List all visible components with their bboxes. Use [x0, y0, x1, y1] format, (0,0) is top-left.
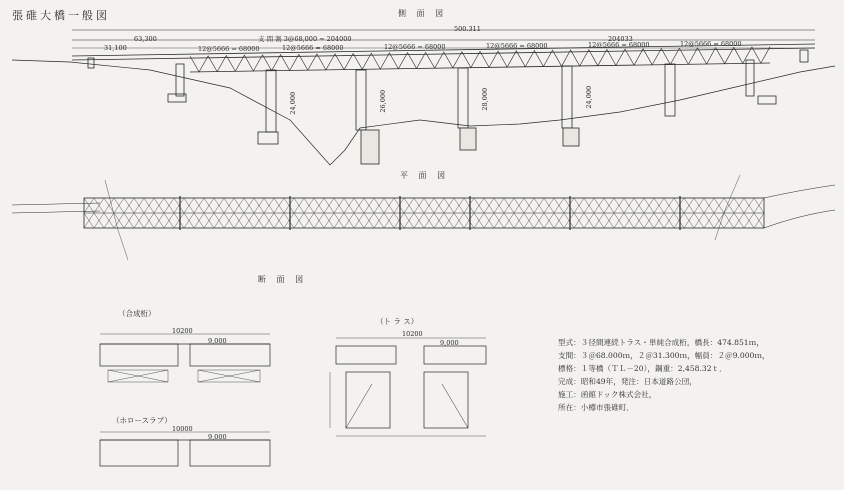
truss-road-width: 9,000 — [440, 339, 459, 347]
pier-4 — [458, 68, 468, 128]
composite-section-label: （合成桁） — [118, 309, 156, 318]
composite-width: 10200 — [172, 327, 193, 335]
ground-profile — [12, 60, 835, 165]
spec-line-3: 標格：１等橋（ＴＬ－20），鋼重：2,458.32ｔ． — [558, 364, 727, 373]
panel-dim-2: 12@5666 = 68000 — [282, 44, 344, 52]
hollow-road-width: 9,000 — [208, 433, 227, 441]
truss-width: 10200 — [402, 330, 423, 338]
pier-2 — [266, 70, 276, 132]
road-left-bottom — [12, 211, 100, 213]
panel-dim-6: 12@5666 = 68000 — [680, 40, 742, 48]
spec-line-6: 所在：小樽市張碓町． — [558, 403, 634, 412]
hollow-slab-section-label: （ホロースラブ） — [112, 416, 172, 425]
pier-height-2: 26,000 — [379, 89, 388, 113]
spec-line-5: 施工：函館ドック株式会社， — [558, 390, 657, 399]
pier-5-footing — [563, 128, 579, 146]
pier-6 — [665, 64, 675, 116]
composite-road-width: 9,000 — [208, 337, 227, 345]
left-dim-1: 63,300 — [134, 35, 157, 43]
truss-diag-right — [442, 384, 468, 428]
spans-label: 支 間 割 3@68,000 = 204000 — [258, 35, 352, 43]
spec-line-1: 型式：３径間連続トラス・単純合成桁，橋長：474.851ｍ， — [558, 338, 764, 347]
pier-2-footing — [258, 132, 278, 144]
composite-left-box — [100, 344, 178, 366]
composite-right-box — [190, 344, 270, 366]
truss-lower-chord — [190, 63, 770, 72]
panel-dim-1: 12@5666 = 68000 — [198, 45, 260, 53]
section-view-title: 断 面 図 — [258, 275, 308, 284]
road-right-bottom — [764, 210, 835, 228]
spec-line-2: 支間：３＠68.000ｍ，２＠31.300ｍ，幅員：２＠9.000ｍ， — [558, 351, 770, 360]
road-left-top — [12, 203, 100, 205]
panel-dim-5: 12@5666 = 68000 — [588, 41, 650, 49]
total-length-label: 500.311 — [454, 25, 481, 33]
truss-deck-right — [424, 346, 486, 364]
composite-girders — [108, 370, 260, 382]
plan-drawing — [12, 175, 835, 260]
elevation-view-title: 側 面 図 — [398, 9, 448, 18]
abutment-right — [800, 50, 808, 62]
truss-diag-left — [346, 384, 372, 428]
panel-dim-3: 12@5666 = 68000 — [384, 43, 446, 51]
truss-frame-left — [346, 372, 390, 428]
hollow-left — [100, 440, 178, 466]
pier-3-footing — [361, 130, 379, 164]
hollow-width: 10000 — [172, 425, 193, 433]
pier-1 — [176, 64, 184, 96]
panel-dim-4: 12@5666 = 68000 — [486, 42, 548, 50]
pier-height-3: 28,000 — [481, 87, 490, 111]
pier-7-footing — [758, 96, 776, 104]
truss-section-label: （ト ラ ス） — [376, 317, 419, 326]
drawing-title: 張碓大橋一般図 — [12, 9, 110, 22]
truss-deck-left — [336, 346, 396, 364]
road-right-top — [764, 185, 835, 198]
section-drawings — [100, 334, 486, 466]
pier-1-footing — [168, 94, 186, 102]
pier-3 — [356, 70, 366, 130]
plan-view-title: 平 面 図 — [400, 171, 450, 180]
hollow-right — [190, 440, 270, 466]
pier-4-footing — [460, 128, 476, 150]
pier-height-1: 24,000 — [289, 91, 298, 115]
pier-7 — [746, 60, 754, 96]
left-dim-2: 31,100 — [104, 44, 127, 52]
spec-line-4: 完成：昭和49年，発注：日本道路公団， — [558, 377, 697, 386]
truss-frame-right — [424, 372, 468, 428]
right-span-label: 204033 — [608, 35, 633, 43]
pier-height-4: 24,000 — [585, 85, 594, 109]
